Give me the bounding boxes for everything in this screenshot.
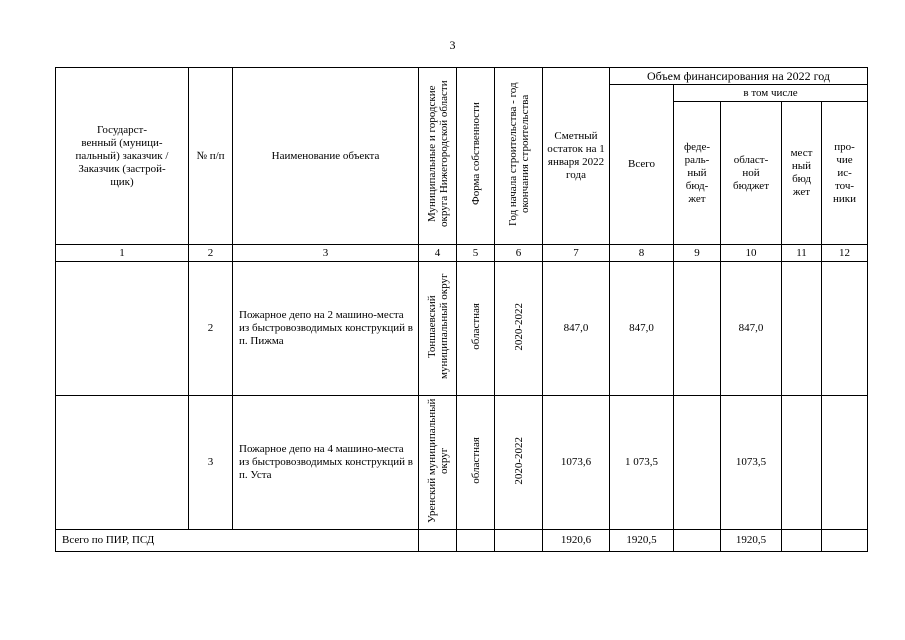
column-number: 8 bbox=[610, 245, 674, 262]
column-number: 12 bbox=[822, 245, 868, 262]
row-years: 2020-2022 bbox=[512, 302, 525, 351]
column-number: 1 bbox=[56, 245, 189, 262]
totals-estimate: 1920,6 bbox=[543, 530, 610, 552]
row-regional: 1073,5 bbox=[721, 396, 782, 530]
header-municipality-cell bbox=[419, 68, 457, 245]
header-years: Год начала строительства - год окончания строительства bbox=[506, 82, 531, 226]
page-number: 3 bbox=[449, 38, 456, 52]
row-local bbox=[782, 396, 822, 530]
column-number: 6 bbox=[495, 245, 543, 262]
header-customer: Государст- венный (муници- пальный) заказчик / Заказчик (застрой- щик) bbox=[56, 68, 189, 245]
table-row bbox=[56, 262, 868, 396]
financing-table bbox=[55, 67, 868, 552]
header-total: Всего bbox=[610, 85, 674, 245]
row-municipality-cell bbox=[419, 262, 457, 396]
row-num: 3 bbox=[189, 396, 233, 530]
row-ownership-cell bbox=[457, 396, 495, 530]
row-municipality: Тоншаевский муниципальный округ bbox=[425, 273, 450, 380]
row-local bbox=[782, 262, 822, 396]
row-customer bbox=[56, 262, 189, 396]
row-regional: 847,0 bbox=[721, 262, 782, 396]
row-federal bbox=[674, 396, 721, 530]
totals-total: 1920,5 bbox=[610, 530, 674, 552]
row-total: 1 073,5 bbox=[610, 396, 674, 530]
column-number: 10 bbox=[721, 245, 782, 262]
header-ownership: Форма собственности bbox=[469, 102, 482, 206]
row-years-cell bbox=[495, 262, 543, 396]
header-federal: феде- раль- ный бюд- жет bbox=[674, 102, 721, 245]
totals-row bbox=[56, 530, 868, 552]
column-number: 2 bbox=[189, 245, 233, 262]
totals-regional: 1920,5 bbox=[721, 530, 782, 552]
row-total: 847,0 bbox=[610, 262, 674, 396]
header-other: про- чие ис- точ- ники bbox=[822, 102, 868, 245]
row-years-cell bbox=[495, 396, 543, 530]
header-funding-title: Объем финансирования на 2022 год bbox=[610, 68, 868, 85]
table-row bbox=[56, 396, 868, 530]
row-years: 2020-2022 bbox=[512, 436, 525, 485]
header-municipality: Муниципальные и городские округа Нижегородской области bbox=[425, 80, 450, 228]
row-object-name: Пожарное депо на 2 машино-места из быстровозводимых конструкций в п. Пижма bbox=[233, 262, 419, 396]
header-ownership-cell bbox=[457, 68, 495, 245]
row-ownership: областная bbox=[469, 303, 482, 350]
header-regional: област- ной бюджет bbox=[721, 102, 782, 245]
row-other bbox=[822, 396, 868, 530]
header-years-cell bbox=[495, 68, 543, 245]
column-number: 5 bbox=[457, 245, 495, 262]
header-estimate: Сметный остаток на 1 января 2022 года bbox=[543, 68, 610, 245]
row-municipality: Уренский муниципальный округ bbox=[425, 398, 450, 523]
row-customer bbox=[56, 396, 189, 530]
row-num: 2 bbox=[189, 262, 233, 396]
totals-label: Всего по ПИР, ПСД bbox=[56, 530, 419, 552]
row-ownership: областная bbox=[469, 437, 482, 484]
header-local: мест ный бюд жет bbox=[782, 102, 822, 245]
header-num: № п/п bbox=[189, 68, 233, 245]
header-object-name: Наименование объекта bbox=[233, 68, 419, 245]
row-other bbox=[822, 262, 868, 396]
row-estimate: 847,0 bbox=[543, 262, 610, 396]
row-estimate: 1073,6 bbox=[543, 396, 610, 530]
header-including: в том числе bbox=[674, 85, 868, 102]
column-number: 3 bbox=[233, 245, 419, 262]
row-federal bbox=[674, 262, 721, 396]
row-ownership-cell bbox=[457, 262, 495, 396]
column-number: 7 bbox=[543, 245, 610, 262]
column-number: 9 bbox=[674, 245, 721, 262]
row-object-name: Пожарное депо на 4 машино-места из быстровозводимых конструкций в п. Уста bbox=[233, 396, 419, 530]
row-municipality-cell bbox=[419, 396, 457, 530]
column-number: 4 bbox=[419, 245, 457, 262]
column-number: 11 bbox=[782, 245, 822, 262]
